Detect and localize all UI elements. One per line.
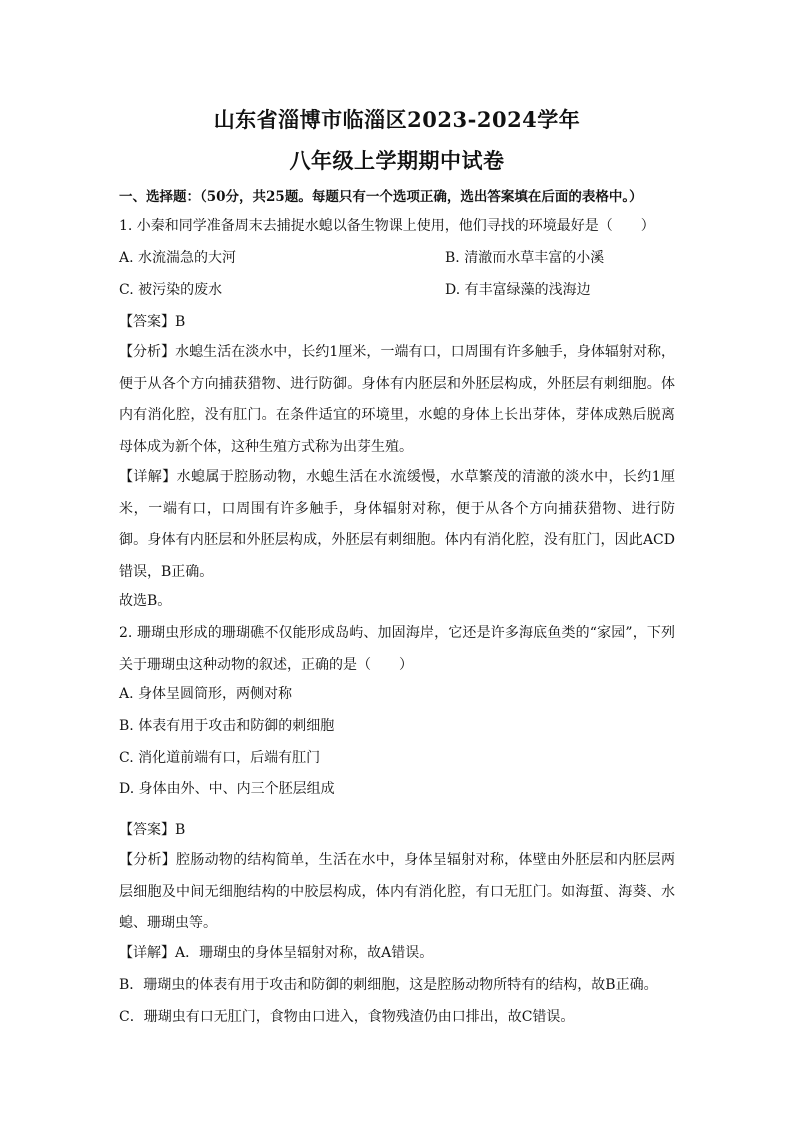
document-subtitle: 八年级上学期期中试卷 <box>289 148 505 173</box>
question-2-detail-a: 【详解】A．珊瑚虫的身体呈辐射对称，故A错误。 <box>119 945 434 961</box>
document-title: 山东省淄博市临淄区2023-2024学年 <box>213 107 581 132</box>
question-2-detail-c: C．珊瑚虫有口无肛门，食物由口进入，食物残渣仍由口排出，故C错误。 <box>119 1009 575 1025</box>
question-1-stem: 1. 小秦和同学准备周末去捕捉水螅以备生物课上使用，他们寻找的环境最好是（ ） <box>119 218 655 234</box>
question-1-answer: 【答案】B <box>119 314 186 330</box>
question-2-option-c: C. 消化道前端有口，后端有肛门 <box>119 750 321 766</box>
question-1-option-b: B. 清澈而水草丰富的小溪 <box>445 250 605 266</box>
question-2-analysis: 【分析】腔肠动物的结构简单，生活在水中，身体呈辐射对称，体壁由外胚层和内胚层两层细胞及中间无细胞结构的中胶层构成，体内有消化腔，有口无肛门。如海蜇、海葵、水螅、珊瑚虫等。 <box>119 852 675 932</box>
question-1-option-c: C. 被污染的废水 <box>119 282 223 298</box>
question-2-detail-b: B．珊瑚虫的体表有用于攻击和防御的刺细胞，这是腔肠动物所特有的结构，故B正确。 <box>119 977 658 993</box>
question-2-option-a: A. 身体呈圆筒形，两侧对称 <box>119 686 293 702</box>
question-1-detail: 【详解】水螅属于腔肠动物，水螅生活在水流缓慢，水草繁茂的清澈的淡水中，长约1厘米，一端有口，口周围有许多触手，身体辐射对称，便于从各个方向捕获猎物、进行防御。身体有内胚层和外胚层构成，外胚层有刺细胞。体内有消化腔，没有肛门，因此ACD错误，B正确。 <box>119 469 675 580</box>
question-1-option-a: A. 水流湍急的大河 <box>119 250 237 266</box>
question-2-option-b: B. 体表有用于攻击和防御的刺细胞 <box>119 718 335 734</box>
question-1-analysis: 【分析】水螅生活在淡水中，长约1厘米，一端有口，口周围有许多触手，身体辐射对称，便于从各个方向捕获猎物、进行防御。身体有内胚层和外胚层构成，外胚层有刺细胞。体内有消化腔，没有肛门。在条件适宜的环境里，水螅的身体上长出芽体，芽体成熟后脱离母体成为新个体，这种生殖方式称为出芽生殖。 <box>119 344 675 455</box>
question-2-answer: 【答案】B <box>119 822 186 838</box>
question-2-option-d: D. 身体由外、中、内三个胚层组成 <box>119 781 335 797</box>
section-heading: 一、选择题：（50分，共25题。每题只有一个选项正确，选出答案填在后面的表格中。） <box>119 189 643 205</box>
question-1-conclusion: 故选B。 <box>119 593 172 609</box>
question-1-option-d: D. 有丰富绿藻的浅海边 <box>445 282 591 298</box>
question-2-stem: 2. 珊瑚虫形成的珊瑚礁不仅能形成岛屿、加固海岸，它还是许多海底鱼类的“家园”，下列关于珊瑚虫这种动物的叙述，正确的是（ ） <box>119 625 675 673</box>
